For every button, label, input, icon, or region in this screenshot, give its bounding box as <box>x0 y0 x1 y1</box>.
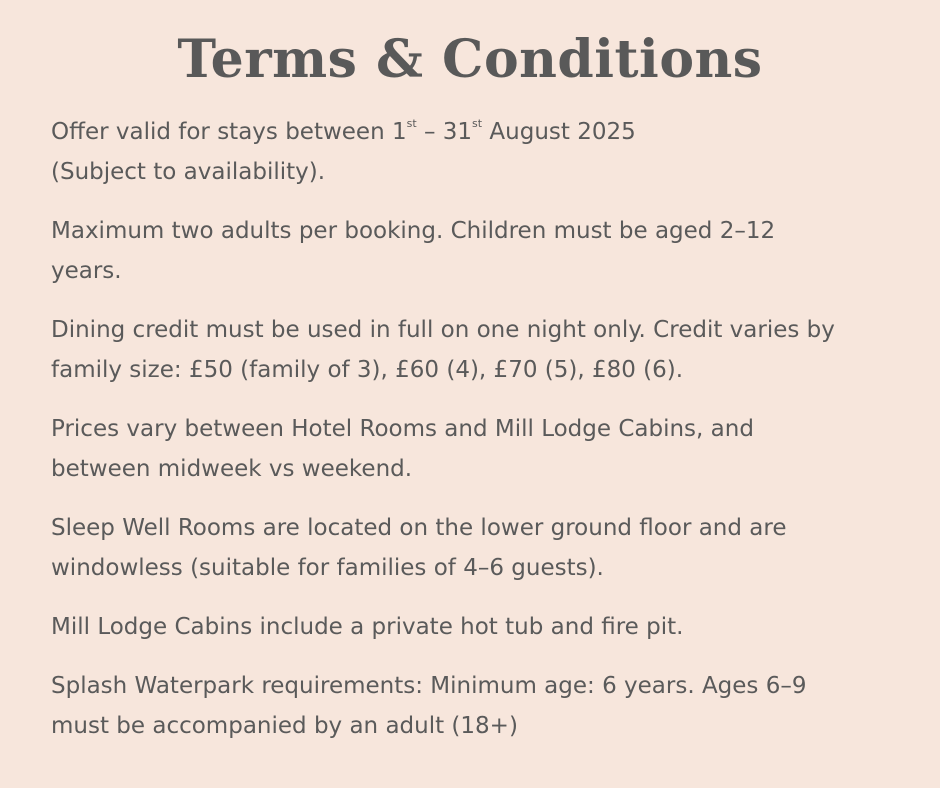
term-line: family size: £50 (family of 3), £60 (4), £70 (5), £80 (6). <box>51 357 684 383</box>
term-text: Offer valid for stays between 1 <box>51 119 407 145</box>
term-text: – 31 <box>416 119 473 145</box>
page-title: Terms & Conditions <box>177 29 763 90</box>
term-line: Splash Waterpark requirements: Minimum age: 6 years. Ages 6–9 <box>51 673 807 699</box>
term-offer-dates <box>51 112 901 192</box>
term-line: Dining credit must be used in full on one night only. Credit varies by <box>51 317 835 343</box>
term-line: years. <box>51 258 122 284</box>
ordinal-suffix: st <box>472 117 483 130</box>
term-text: August 2025 <box>482 119 636 145</box>
term-line: Sleep Well Rooms are located on the lower ground floor and are <box>51 515 787 541</box>
term-line: (Subject to availability). <box>51 159 326 185</box>
term-booking-limits <box>51 211 901 291</box>
term-prices <box>51 409 901 489</box>
term-line: must be accompanied by an adult (18+) <box>51 713 518 739</box>
term-line: Prices vary between Hotel Rooms and Mill Lodge Cabins, and <box>51 416 754 442</box>
term-line <box>51 112 901 152</box>
term-waterpark <box>51 666 901 746</box>
term-line: windowless (suitable for families of 4–6 guests). <box>51 555 604 581</box>
term-sleep-well-rooms <box>51 508 901 588</box>
term-line: Maximum two adults per booking. Children must be aged 2–12 <box>51 218 776 244</box>
term-mill-lodge-cabins <box>51 607 901 647</box>
term-dining-credit <box>51 310 901 390</box>
term-line: Mill Lodge Cabins include a private hot tub and fire pit. <box>51 614 684 640</box>
terms-list <box>51 112 901 765</box>
term-line: between midweek vs weekend. <box>51 456 413 482</box>
ordinal-suffix: st <box>406 117 417 130</box>
